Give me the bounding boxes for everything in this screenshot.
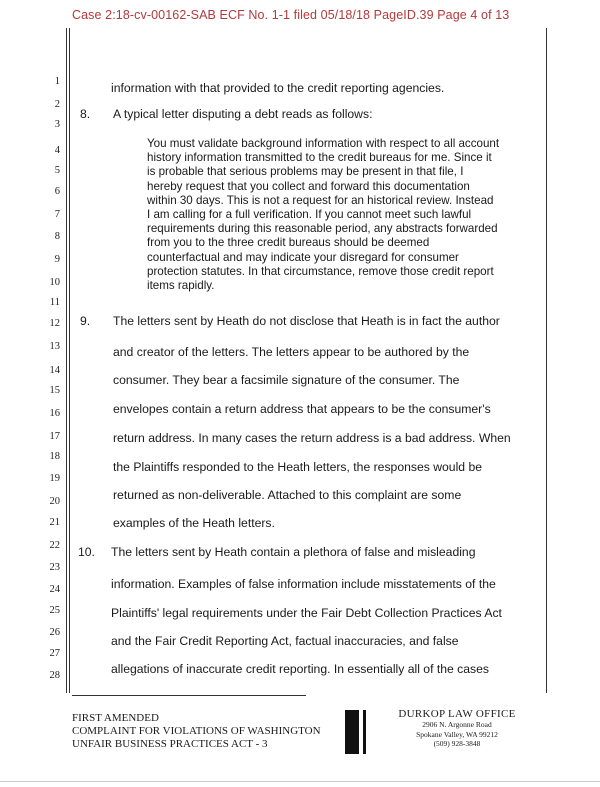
firm-name: DURKOP LAW OFFICE xyxy=(398,708,516,720)
body-line: envelopes contain a return address that appears to be the consumer's xyxy=(113,402,491,416)
line-number: 2 xyxy=(54,99,60,110)
line-number: 14 xyxy=(49,365,60,376)
quote-line: You must validate background information with respect to all account xyxy=(147,137,500,150)
paragraph-number: 10. xyxy=(78,545,95,559)
paragraph-number: 8. xyxy=(80,107,91,121)
line-number: 1 xyxy=(54,76,60,87)
line-number: 20 xyxy=(49,496,60,507)
quote-line: is probable that serious problems may be present in that file, I xyxy=(147,165,464,179)
line-number: 18 xyxy=(49,451,60,462)
line-number: 22 xyxy=(49,540,60,551)
line-number: 15 xyxy=(49,385,60,396)
line-number: 28 xyxy=(49,670,60,681)
firm-phone: (509) 928-3848 xyxy=(433,739,481,748)
footer-line: UNFAIR BUSINESS PRACTICES ACT - 3 xyxy=(72,738,268,750)
body-line: returned as non-deliverable. Attached to this complaint are some xyxy=(113,488,462,502)
firm-block xyxy=(372,708,542,749)
page-edge xyxy=(0,781,600,782)
footer-rule xyxy=(72,695,306,696)
footer-line: FIRST AMENDED xyxy=(72,712,159,724)
quote-line: I am calling for a full verification. If you cannot meet such lawful xyxy=(147,208,472,221)
line-number: 26 xyxy=(49,627,60,638)
quote-line: items rapidly. xyxy=(147,279,215,292)
line-number: 9 xyxy=(54,254,60,265)
firm-address-line: Spokane Valley, WA 99212 xyxy=(416,729,498,739)
line-number: 5 xyxy=(54,165,60,176)
line-number: 17 xyxy=(49,431,60,442)
firm-address-line: 2906 N. Argonne Road xyxy=(422,720,492,729)
line-number: 16 xyxy=(49,408,60,419)
body-line: Plaintiffs' legal requirements under the Fair Debt Collection Practices Act xyxy=(111,606,502,620)
line-number: 13 xyxy=(49,341,60,352)
case-header: Case 2:18-cv-00162-SAB ECF No. 1-1 filed 05/18/18 PageID.39 Page 4 of 13 xyxy=(72,8,510,22)
line-number: 11 xyxy=(49,297,60,308)
line-number: 8 xyxy=(54,231,60,242)
line-number: 6 xyxy=(54,186,60,197)
line-number: 3 xyxy=(54,119,60,130)
line-number: 27 xyxy=(49,648,60,659)
paragraph-text: A typical letter disputing a debt reads as follows: xyxy=(113,107,373,121)
left-margin-rule xyxy=(66,28,67,693)
quote-line: requirements during this reasonable period, any abstracts forwarded xyxy=(147,222,498,236)
line-number: 4 xyxy=(54,145,60,156)
left-margin-rule-inner xyxy=(69,28,70,693)
line-number: 25 xyxy=(49,605,60,616)
line-number: 10 xyxy=(49,277,60,288)
body-line: information. Examples of false information include misstatements of the xyxy=(111,577,496,591)
footer-caption xyxy=(72,712,321,751)
line-number: 23 xyxy=(49,562,60,573)
body-line: information with that provided to the credit reporting agencies. xyxy=(111,81,445,95)
quote-line: counterfactual and may indicate your disregard for consumer xyxy=(147,250,459,264)
line-number: 7 xyxy=(54,209,60,220)
quote-line: from you to the three credit bureaus should be deemed xyxy=(147,236,430,250)
body-line: and the Fair Credit Reporting Act, factual inaccuracies, and false xyxy=(111,634,459,648)
body-line: return address. In many cases the return address is a bad address. When xyxy=(113,431,511,445)
paragraph-number: 9. xyxy=(80,314,91,328)
line-number: 19 xyxy=(49,473,60,484)
footer-line: COMPLAINT FOR VIOLATIONS OF WASHINGTON xyxy=(72,725,321,737)
quote-line: within 30 days. This is not a request for an historical review. Instead xyxy=(147,193,494,207)
line-number: 21 xyxy=(49,517,60,528)
body-line: the Plaintiffs responded to the Heath letters, the responses would be xyxy=(113,460,483,474)
body-line: The letters sent by Heath do not disclose that Heath is in fact the author xyxy=(113,314,500,328)
body-line: consumer. They bear a facsimile signature of the consumer. The xyxy=(113,373,460,387)
body-line: allegations of inaccurate credit reporting. In essentially all of the cases xyxy=(111,662,490,676)
body-line: examples of the Heath letters. xyxy=(113,516,275,530)
right-margin-rule xyxy=(546,28,547,693)
line-number: 12 xyxy=(49,318,60,329)
quote-line: protection statutes. In that circumstance, remove those credit report xyxy=(147,264,494,278)
law-office-logo xyxy=(345,710,371,754)
line-number: 24 xyxy=(49,584,60,595)
body-line: The letters sent by Heath contain a plethora of false and misleading xyxy=(111,545,476,559)
quote-line: history information transmitted to the credit bureaus for me. Since it xyxy=(147,151,492,165)
quote-line: hereby request that you collect and forward this documentation xyxy=(147,179,470,193)
body-line: and creator of the letters. The letters appear to be authored by the xyxy=(113,345,470,359)
